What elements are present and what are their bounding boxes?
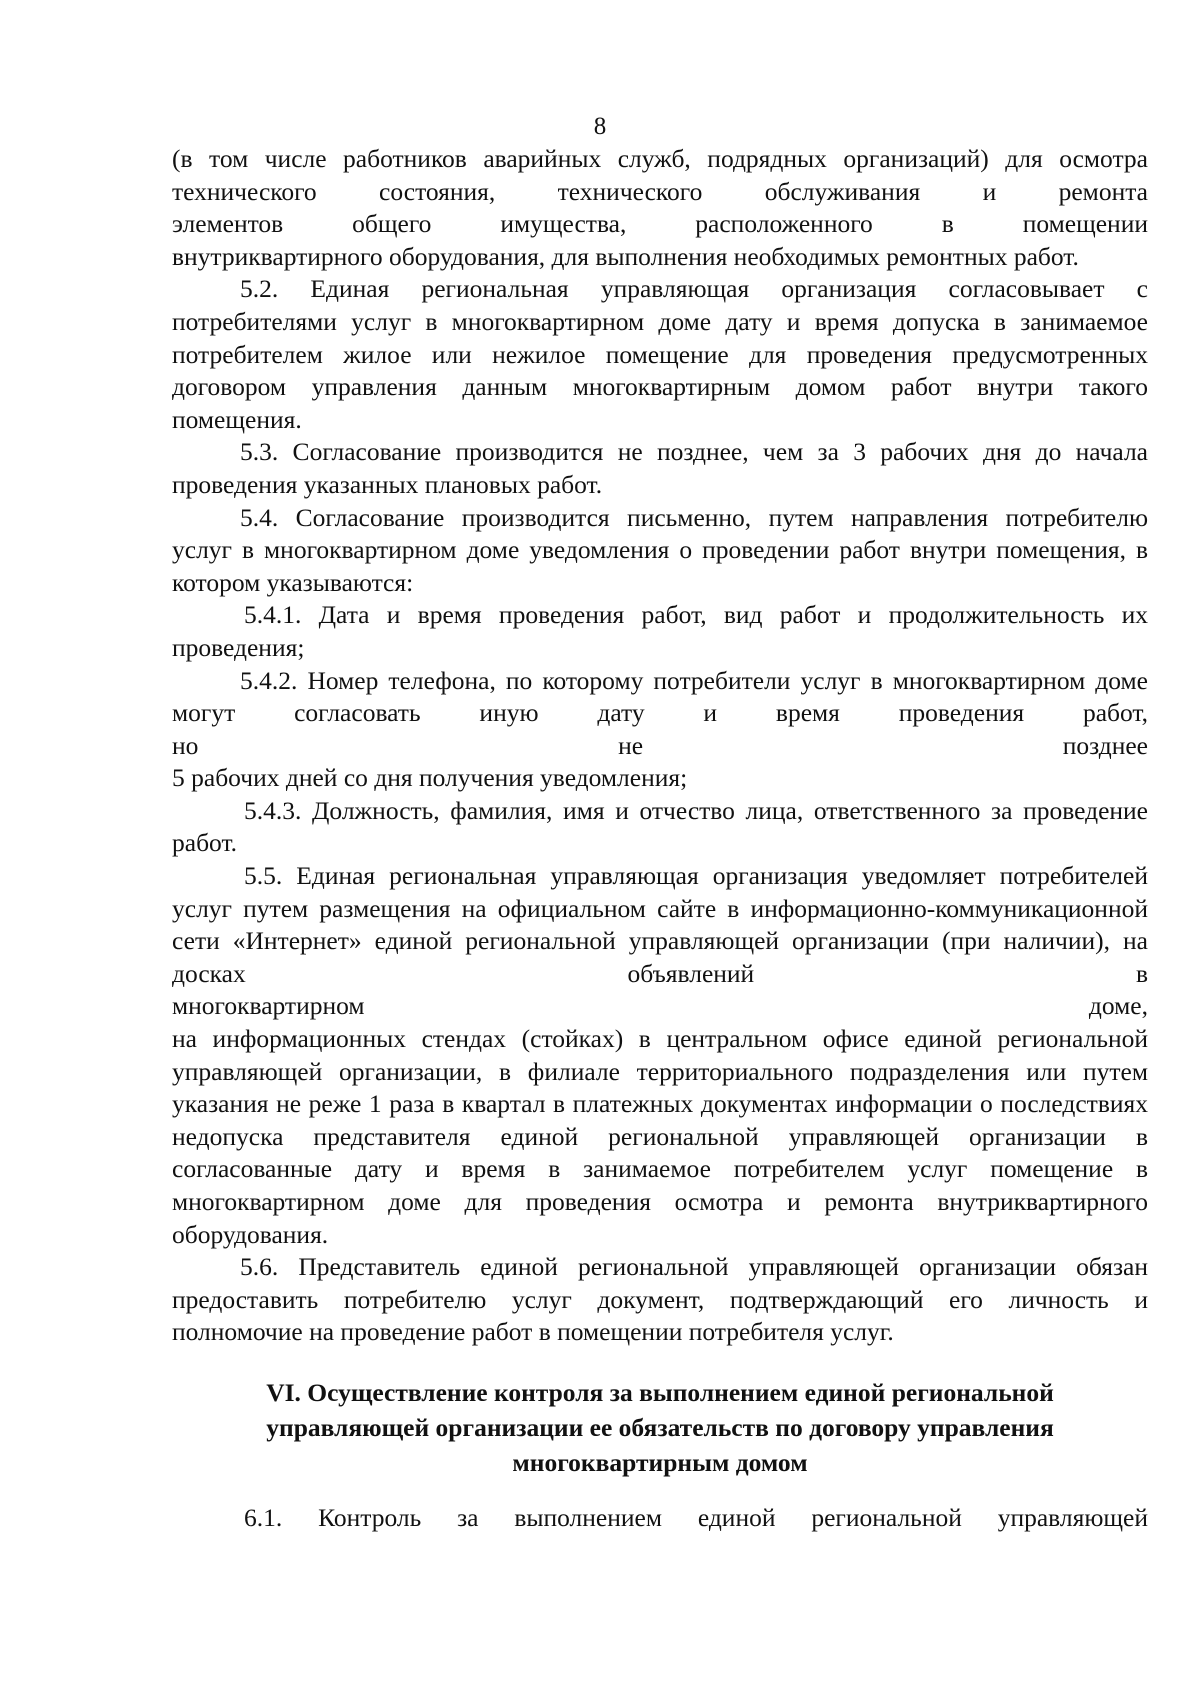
document-body bbox=[172, 143, 1148, 1535]
page-number: 8 bbox=[593, 113, 607, 140]
paragraph-5-4-1: 5.4.1. Дата и время проведения работ, вид работ и продолжительность их проведения; bbox=[172, 600, 1148, 662]
paragraph-continuation-line-2: элементов общего имущества, расположенного в помещении bbox=[172, 209, 1148, 239]
paragraph-5-4-2-part-3: 5 рабочих дней со дня получения уведомления; bbox=[172, 763, 688, 793]
paragraph-5-4: 5.4. Согласование производится письменно, путем направления потребителю услуг в многоквартирном доме уведомления о проведении работ внутри помещения, в котором указываются: bbox=[172, 502, 1148, 597]
paragraph-5-5-part-2: многоквартирном доме, bbox=[172, 991, 1148, 1021]
paragraph-5-6: 5.6. Представитель единой региональной управляющей организации обязан предоставить потребителю услуг документ, подтверждающий его личность и полномочие на проведение работ в помещении потребителя услуг. bbox=[172, 1252, 1148, 1347]
paragraph-6-1: 6.1. Контроль за выполнением единой региональной управляющей bbox=[244, 1502, 1148, 1532]
paragraph-5-5-part-1: 5.5. Единая региональная управляющая организация уведомляет потребителей услуг путем размещения на официальном сайте в информационно-коммуникационной сети «Интернет» единой региональной управляющей организации (при наличии), на досках объявлений в bbox=[172, 861, 1148, 988]
paragraph-continuation-line-1: (в том числе работников аварийных служб, подрядных организаций) для осмотра технического состояния, технического обслуживания и ремонта bbox=[172, 144, 1148, 206]
paragraph-continuation-line-3: внутриквартирного оборудования, для выполнения необходимых ремонтных работ. bbox=[172, 241, 1079, 271]
paragraph-5-3: 5.3. Согласование производится не позднее, чем за 3 рабочих дня до начала проведения указанных плановых работ. bbox=[172, 437, 1148, 499]
paragraph-5-4-2-part-1: 5.4.2. Номер телефона, по которому потребители услуг в многоквартирном доме могут согласовать иную дату и время проведения работ, bbox=[172, 665, 1148, 728]
paragraph-5-4-3: 5.4.3. Должность, фамилия, имя и отчество лица, ответственного за проведение работ. bbox=[172, 795, 1148, 858]
section-heading: VI. Осуществление контроля за выполнением единой региональной управляющей организации ее обязательств по договору управления многоквартирным домом bbox=[266, 1377, 1054, 1477]
paragraph-5-5-part-3: на информационных стендах (стойках) в центральном офисе единой региональной управляющей организации, в филиале территориального подразделения или путем указания не реже 1 раза в квартал в платежных документах информации о последствиях недопуска представителя единой региональной управляющей организации в согласованные дату и время в занимаемое потребителем услуг помещение в многоквартирном доме для проведения осмотра и ремонта внутриквартирного оборудования. bbox=[172, 1024, 1148, 1249]
paragraph-5-2: 5.2. Единая региональная управляющая организация согласовывает с потребителями услуг в многоквартирном доме дату и время допуска в занимаемое потребителем жилое или нежилое помещение для проведения предусмотренных договором управления данным многоквартирным домом работ внутри такого помещения. bbox=[172, 274, 1148, 434]
paragraph-5-4-2-part-2: но не позднее bbox=[172, 730, 1148, 760]
